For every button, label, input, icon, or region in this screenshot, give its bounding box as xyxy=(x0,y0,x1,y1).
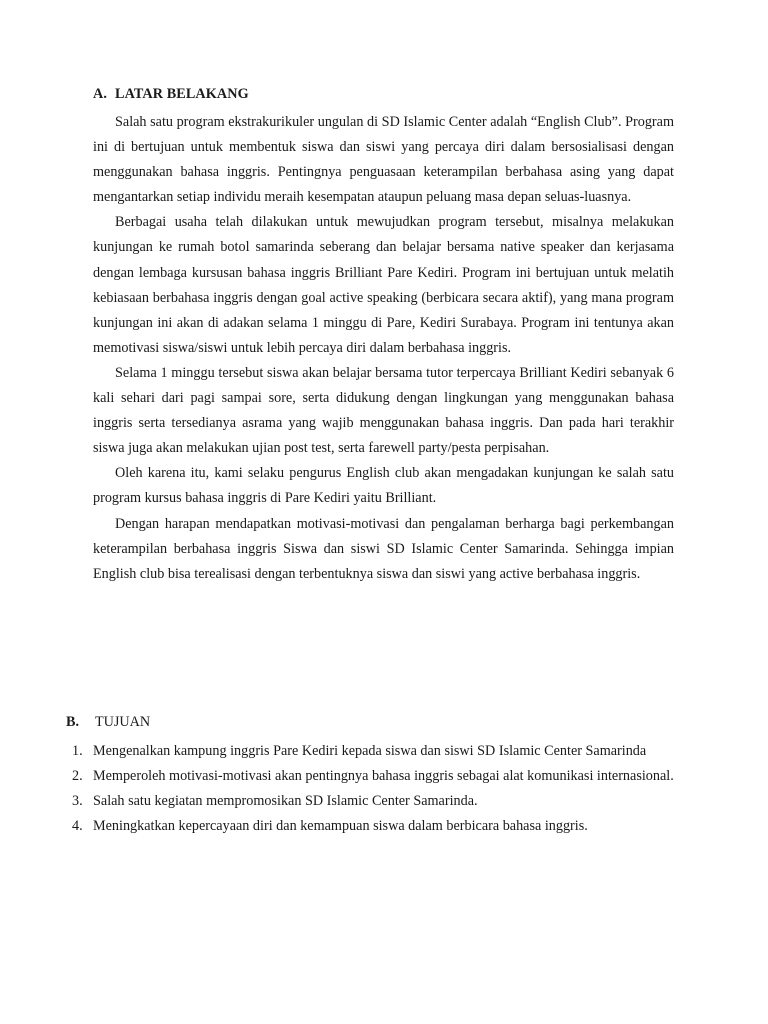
paragraph: Salah satu program ekstrakurikuler ungulan di SD Islamic Center adalah “English Club”. Program ini di bertujuan untuk membentuk siswa dan siswi yang percaya diri dalam bersosialisasi dengan menggunakan bahasa inggris. Pentingnya penguasaan keterampilan berbahasa asing yang dapat mengantarkan setiap individu meraih kesempatan ataupun peluang masa depan seluas-luasnya. xyxy=(93,114,674,206)
list-number: 1. xyxy=(72,743,83,759)
list-number: 3. xyxy=(72,793,83,810)
goals-list xyxy=(72,739,674,839)
list-text: Memperoleh motivasi-motivasi akan pentingnya bahasa inggris sebagai alat komunikasi internasional. xyxy=(93,768,674,785)
list-text: Salah satu kegiatan mempromosikan SD Islamic Center Samarinda. xyxy=(93,793,478,810)
section-b-letter: B. xyxy=(66,714,80,730)
paragraph: Dengan harapan mendapatkan motivasi-motivasi dan pengalaman berharga bagi perkembangan keterampilan berbahasa inggris Siswa dan siswi SD Islamic Center Samarinda. Sehingga impian English club bisa terealisasi dengan terbentuknya siswa dan siswi yang active berbahasa inggris. xyxy=(93,515,674,582)
section-a-body xyxy=(93,110,674,587)
section-a-heading xyxy=(93,86,249,103)
paragraph: Oleh karena itu, kami selaku pengurus English club akan mengadakan kunjungan ke salah satu program kursus bahasa inggris di Pare Kediri yaitu Brilliant. xyxy=(93,465,674,507)
list-number: 4. xyxy=(72,818,83,835)
paragraph: Berbagai usaha telah dilakukan untuk mewujudkan program tersebut, misalnya melakukan kunjungan ke rumah botol samarinda seberang dan belajar bersama native speaker dan kerjasama dengan lembaga kursusan bahasa inggris Brilliant Pare Kediri. Program ini bertujuan untuk melatih kebiasaan berbahasa inggris dengan goal active speaking (berbicara secara aktif), yang mana program kunjungan ini akan di adakan selama 1 minggu di Pare, Kediri Surabaya. Program ini tentunya akan memotivasi siswa/siswi untuk lebih percaya diri dalam berbahasa inggris. xyxy=(93,214,674,356)
list-item xyxy=(72,764,674,789)
paragraph: Selama 1 minggu tersebut siswa akan belajar bersama tutor terpercaya Brilliant Kediri sebanyak 6 kali sehari dari pagi sampai sore, serta didukung dengan lingkungan yang menggunakan bahasa inggris serta tersedianya asrama yang wajib menggunakan bahasa inggris. Dan pada hari terakhir siswa juga akan melakukan ujian post test, serta farewell party/pesta perpisahan. xyxy=(93,364,674,457)
section-b-title: TUJUAN xyxy=(95,714,151,730)
section-a-title: LATAR BELAKANG xyxy=(115,86,249,102)
list-item xyxy=(72,789,674,814)
section-b-heading xyxy=(66,714,150,731)
list-number: 2. xyxy=(72,768,83,785)
list-item xyxy=(72,739,674,764)
list-text: Meningkatkan kepercayaan diri dan kemampuan siswa dalam berbicara bahasa inggris. xyxy=(93,818,588,835)
list-text: Mengenalkan kampung inggris Pare Kediri kepada siswa dan siswi SD Islamic Center Samarinda xyxy=(93,743,647,759)
section-a-letter: A. xyxy=(93,86,107,102)
list-item xyxy=(72,814,674,839)
